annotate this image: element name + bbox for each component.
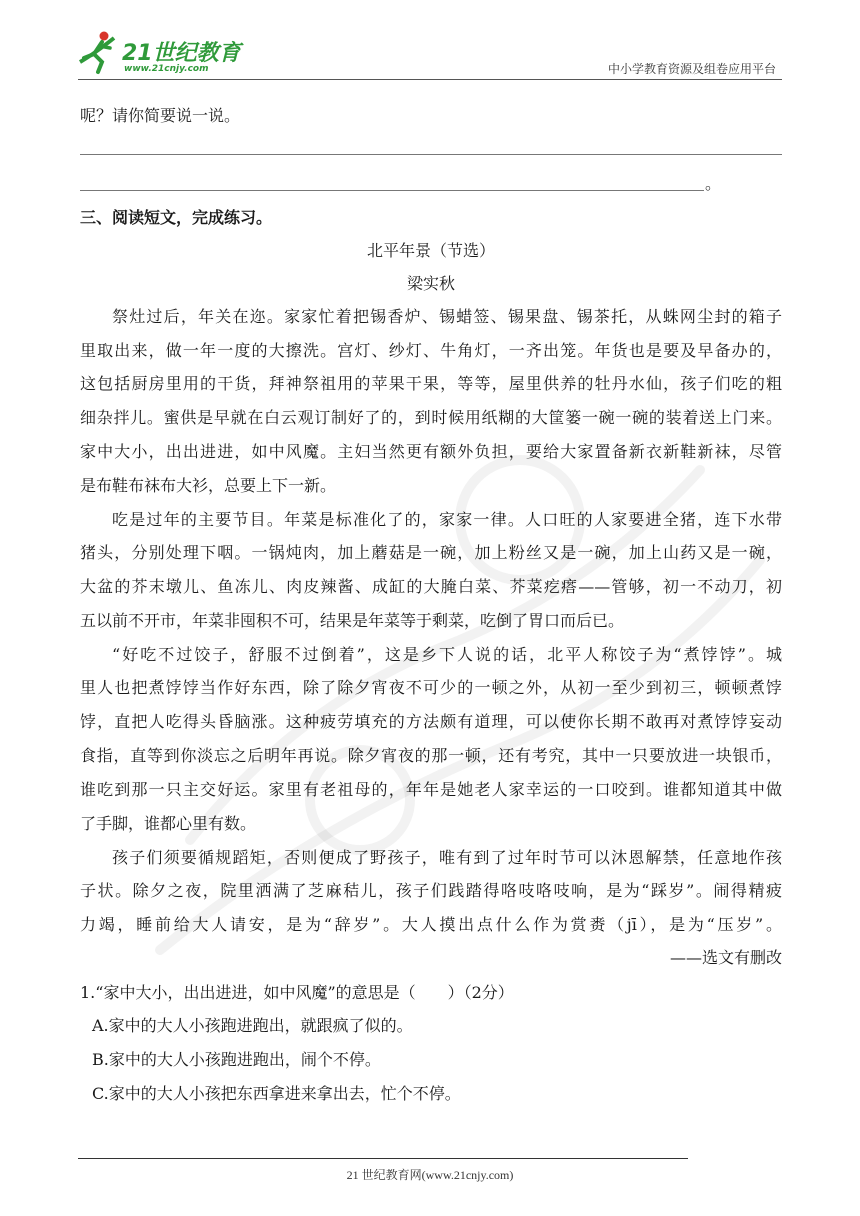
logo xyxy=(74,28,264,80)
prev-question-tail: 呢？请你简要说一说。 xyxy=(80,106,241,125)
article-author: 梁实秋 xyxy=(406,274,455,293)
footer-text: 21 世纪教育网(www.21cnjy.com) xyxy=(346,1168,514,1182)
article-line: 祭灶过后，年关在迩。家家忙着把锡香炉、锡蜡签、锡果盘、锡茶托，从蛛网尘封的箱子 xyxy=(112,307,782,326)
article-line: 里人也把煮饽饽当作好东西，除了除夕宵夜不可少的一顿之外，从初一至少到初三，顿顿煮饽 xyxy=(80,678,782,697)
question-1-option-b[interactable]: B.家中的大人小孩跑进跑出，闹个不停。 xyxy=(92,1050,381,1069)
runner-logo-icon xyxy=(74,28,122,76)
article-line: 力竭，睡前给大人请安，是为“辞岁”。大人摸出点什么作为赏赉（jī），是为“压岁”。 xyxy=(80,915,782,934)
article-line: 饽，直把人吃得头昏脑涨。这种疲劳填充的方法颇有道理，可以使你长期不敢再对煮饽饽妄动 xyxy=(80,712,782,731)
section-heading: 三、阅读短文，完成练习。 xyxy=(80,208,273,227)
article-line: 里取出来，做一年一度的大擦洗。宫灯、纱灯、牛角灯，一齐出笼。年货也是要及早备办的， xyxy=(80,341,782,360)
question-1-option-a[interactable]: A.家中的大人小孩跑进跑出，就跟疯了似的。 xyxy=(92,1016,413,1035)
platform-name: 中小学教育资源及组卷应用平台 xyxy=(607,62,776,76)
page-header xyxy=(0,0,860,90)
article-line: 猪头，分别处理下咽。一锅炖肉，加上蘑菇是一碗，加上粉丝又是一碗，加上山药又是一碗， xyxy=(80,543,782,562)
answer-line-1 xyxy=(80,154,782,155)
logo-url: www.21cnjy.com xyxy=(124,64,209,74)
footer-divider xyxy=(78,1158,688,1159)
source-note: ——选文有删改 xyxy=(669,948,782,967)
article-line: “好吃不过饺子，舒服不过倒着”，这是乡下人说的话，北平人称饺子为“煮饽饽”。城 xyxy=(112,645,782,664)
article-line: 家中大小，出出进进，如中风魔。主妇当然更有额外负担，要给大家置备新衣新鞋新袜，尽管 xyxy=(80,442,782,461)
answer-line-2 xyxy=(80,190,704,191)
article-line: 细杂拌儿。蜜供是早就在白云观订制好了的，到时候用纸糊的大筐篓一碗一碗的装着送上门来。 xyxy=(80,408,782,427)
article-line: 是布鞋布袜布大衫，总要上下一新。 xyxy=(80,476,337,495)
article-line: 五以前不开市，年菜非囤积不可，结果是年菜等于剩菜，吃倒了胃口而后已。 xyxy=(80,611,625,630)
article-line: 大盆的芥末墩儿、鱼冻儿、肉皮辣酱、成缸的大腌白菜、芥菜疙瘩——管够，初一不动刀，初 xyxy=(80,577,782,596)
article-line: 谁吃到那一只主交好运。家里有老祖母的，年年是她老人家幸运的一口咬到。谁都知道其中做 xyxy=(80,780,782,799)
article-line: 孩子们须要循规蹈矩，否则便成了野孩子，唯有到了过年时节可以沐恩解禁，任意地作孩 xyxy=(112,848,782,867)
article-line: 吃是过年的主要节目。年菜是标准化了的，家家一律。人口旺的人家要进全猪，连下水带 xyxy=(112,510,782,529)
logo-text: 21世纪教育 xyxy=(122,41,241,66)
article-title: 北平年景（节选） xyxy=(366,241,495,260)
question-1-option-c[interactable]: C.家中的大人小孩把东西拿进来拿出去，忙个不停。 xyxy=(92,1084,461,1103)
article-line: 食指，直等到你淡忘之后明年再说。除夕宵夜的那一顿，还有考究，其中一只要放进一块银币， xyxy=(80,746,782,765)
article-line: 了手脚，谁都心里有数。 xyxy=(80,814,257,833)
question-1-stem: 1.“家中大小，出出进进，如中风魔”的意思是（ ）（2分） xyxy=(80,983,514,1002)
article-line: 子状。除夕之夜，院里洒满了芝麻秸儿，孩子们践踏得咯吱咯吱响，是为“踩岁”。闹得精疲 xyxy=(80,881,782,900)
answer-end-mark: 。 xyxy=(705,174,722,193)
header-divider xyxy=(78,79,782,80)
article-line: 这包括厨房里用的干货，拜神祭祖用的苹果干果，等等，屋里供养的牡丹水仙，孩子们吃的粗 xyxy=(80,374,782,393)
